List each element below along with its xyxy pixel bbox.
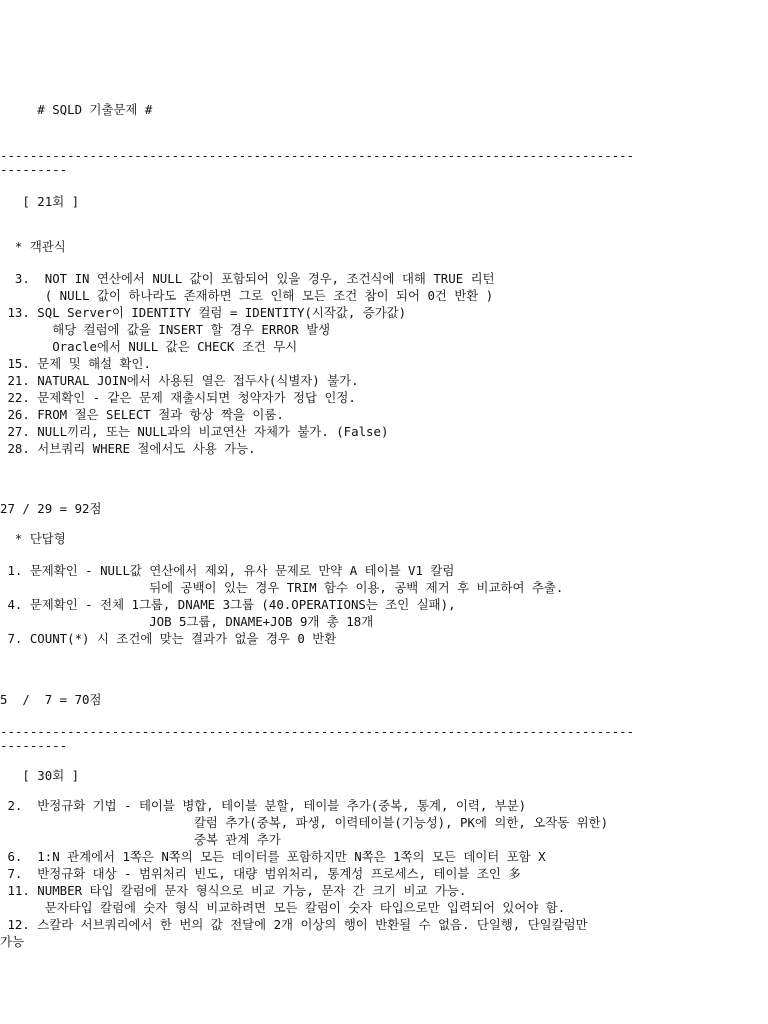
item-line: 21. NATURAL JOIN에서 사용된 열은 접두사(식별자) 불가. bbox=[0, 373, 359, 388]
document-title: # SQLD 기출문제 # bbox=[0, 102, 153, 117]
item-line: 4. 문제확인 - 전체 1그룹, DNAME 3그룹 (40.OPERATIONS는 조인 실패), bbox=[0, 597, 456, 612]
item-line: 15. 문제 및 해설 확인. bbox=[0, 356, 151, 371]
subheading-multiple-choice: * 객관식 bbox=[0, 239, 66, 254]
score-line: 27 / 29 = 92점 bbox=[0, 501, 102, 516]
item-line: 3. NOT IN 연산에서 NULL 값이 포함되어 있을 경우, 조건식에 대해 TRUE 리턴 bbox=[0, 271, 495, 286]
subheading-short-answer: * 단답형 bbox=[0, 531, 66, 546]
item-line: 뒤에 공백이 있는 경우 TRIM 함수 이용, 공백 제거 후 비교하여 추출. bbox=[0, 580, 564, 595]
item-line: 칼럼 추가(중복, 파생, 이력테이블(기능성), PK에 의한, 오작동 위한) bbox=[0, 815, 609, 830]
item-line: 6. 1:N 관계에서 1쪽은 N쪽의 모든 데이터를 포함하지만 N쪽은 1쪽의 모든 데이터 포함 X bbox=[0, 849, 546, 864]
item-line: ( NULL 값이 하나라도 존재하면 그로 인해 모든 조건 참이 되어 0건 반환 ) bbox=[0, 288, 494, 303]
item-line: 7. 반정규화 대상 - 범위처리 빈도, 대량 범위처리, 통계성 프로세스, 테이블 조인 多 bbox=[0, 866, 521, 881]
separator-line: ------------------------------------------------------------------------------------- bbox=[0, 724, 635, 739]
item-line: 문자타입 칼럼에 숫자 형식 비교하려면 모든 칼럼이 숫자 타입으로만 입력되어 있어야 함. bbox=[0, 900, 566, 915]
item-line: 27. NULL끼리, 또는 NULL과의 비교연산 자체가 불가. (False) bbox=[0, 424, 389, 439]
section-heading-30: [ 30회 ] bbox=[0, 768, 80, 783]
section-heading-21: [ 21회 ] bbox=[0, 194, 80, 209]
score-line: 5 / 7 = 70점 bbox=[0, 692, 102, 707]
separator-line: ------------------------------------------------------------------------------------- bbox=[0, 148, 635, 163]
item-line: 26. FROM 절은 SELECT 절과 항상 짝을 이룸. bbox=[0, 407, 284, 422]
item-line: 7. COUNT(*) 시 조건에 맞는 결과가 없을 경우 0 반환 bbox=[0, 631, 337, 646]
item-line: 가능 bbox=[0, 934, 24, 949]
item-line: 1. 문제확인 - NULL값 연산에서 제외, 유사 문제로 만약 A 테이블 V1 칼럼 bbox=[0, 563, 455, 578]
item-line: 해당 컬럼에 값을 INSERT 할 경우 ERROR 발생 bbox=[0, 322, 331, 337]
separator-line-continued: --------- bbox=[0, 738, 68, 753]
item-line: 12. 스칼라 서브쿼리에서 한 번의 값 전달에 2개 이상의 행이 반환될 수 없음. 단일행, 단일칼럼만 bbox=[0, 917, 588, 932]
item-line: 11. NUMBER 타입 칼럼에 문자 형식으로 비교 가능, 문자 간 크기 비교 가능. bbox=[0, 883, 467, 898]
item-line: JOB 5그룹, DNAME+JOB 9개 총 18개 bbox=[0, 614, 374, 629]
item-line: Oracle에서 NULL 값은 CHECK 조건 무시 bbox=[0, 339, 298, 354]
item-line: 13. SQL Server이 IDENTITY 컬럼 = IDENTITY(시작값, 증가값) bbox=[0, 305, 407, 320]
item-line: 중복 관계 추가 bbox=[0, 832, 281, 847]
item-line: 22. 문제확인 - 같은 문제 재출시되면 청약자가 정답 인정. bbox=[0, 390, 356, 405]
separator-line-continued: --------- bbox=[0, 162, 68, 177]
item-line: 28. 서브쿼리 WHERE 절에서도 사용 가능. bbox=[0, 441, 256, 456]
item-line: 2. 반정규화 기법 - 테이블 병합, 테이블 분할, 테이블 추가(중복, 통계, 이력, 부분) bbox=[0, 798, 527, 813]
